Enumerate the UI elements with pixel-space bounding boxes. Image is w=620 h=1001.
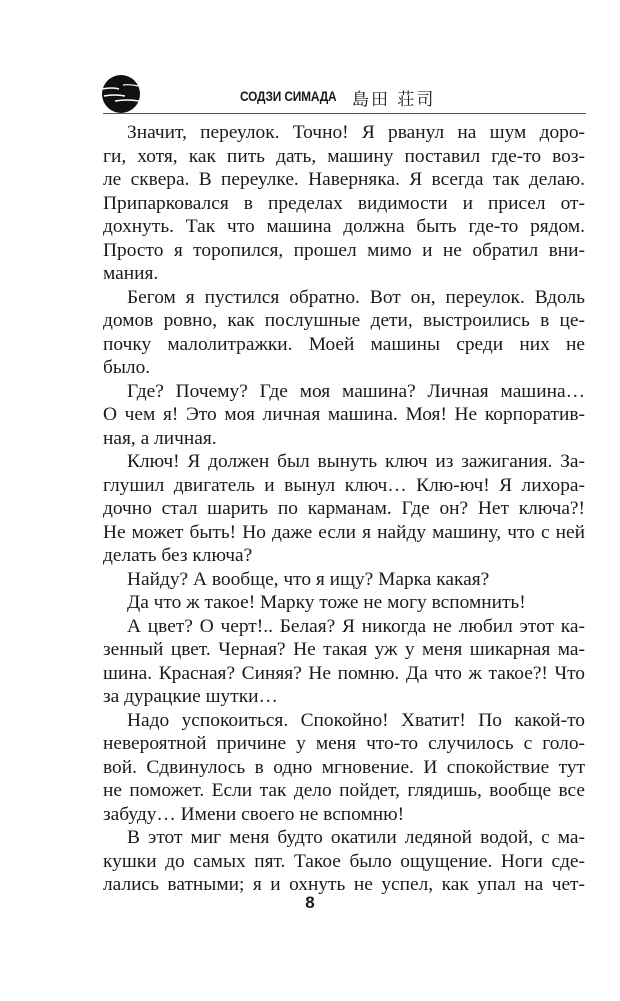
header-rule [103, 113, 586, 114]
paragraph [103, 380, 585, 451]
text-line: ги, хотя, как пить дать, машину поставил где-то воз- [103, 145, 585, 167]
text-line: почку малолитражки. Моей машины среди них не [103, 333, 585, 355]
text-line: ле сквера. В переулке. Наверняка. Я всегда так делаю. [103, 169, 585, 190]
text-line: Где? Почему? Где моя машина? Личная машина… [127, 380, 585, 402]
text-line: вой. Сдвинулось в одно мгновение. И спокойствие тут [103, 756, 585, 778]
paragraph [103, 286, 585, 380]
text-line: забуду… Имени своего не вспомню! [103, 803, 405, 825]
publisher-logo-icon [101, 74, 141, 114]
text-line: Просто я торопился, прошел мимо и не обратил вни- [103, 239, 585, 261]
paragraph [103, 450, 585, 568]
running-header-author-kanji: 島田 荘司 [352, 90, 436, 110]
text-line: О чем я! Это моя личная машина. Моя! Не корпоратив- [103, 404, 585, 425]
text-line: дочно стал шарить по карманам. Где он? Нет ключа?! [103, 498, 585, 519]
paragraph [103, 615, 585, 709]
text-line: Припарковался в пределах видимости и присел от- [103, 192, 585, 214]
text-line: Бегом я пустился обратно. Вот он, переулок. Вдоль [127, 286, 585, 308]
text-line: шина. Красная? Синяя? Не помню. Да что ж такое?! Что [103, 662, 585, 684]
text-line: кушки до самых пят. Такое было ощущение. Ноги сде- [103, 850, 585, 872]
paragraph [103, 121, 585, 286]
paragraph [103, 591, 585, 615]
text-line: Найду? А вообще, что я ищу? Марка какая? [127, 568, 490, 590]
paragraph [103, 826, 585, 897]
text-line: Да что ж такое! Марку тоже не могу вспомнить! [127, 592, 526, 613]
text-line: мания. [103, 263, 159, 284]
paragraph [103, 709, 585, 827]
text-line: лались ватными; я и охнуть не успел, как упал на чет- [103, 874, 585, 895]
text-line: домов ровно, как послушные дети, выстроились в це- [103, 310, 585, 331]
text-line: было. [103, 357, 151, 378]
text-line: Значит, переулок. Точно! Я рванул на шум доро- [127, 122, 585, 143]
text-line: Не может быть! Но даже если я найду машину, что с ней [103, 521, 585, 543]
paragraph [103, 568, 585, 592]
page-number: 8 [305, 893, 315, 912]
text-line: ная, а личная. [103, 427, 217, 449]
text-line: за дурацкие шутки… [103, 686, 278, 707]
text-line: делать без ключа? [103, 545, 253, 566]
text-line: невероятной причине у меня что-то случилось с голо- [103, 733, 585, 754]
text-line: не поможет. Если так дело пойдет, глядишь, вообще все [103, 780, 585, 801]
text-line: А цвет? О черт!.. Белая? Я никогда не любил этот ка- [127, 615, 585, 637]
text-line: Ключ! Я должен был вынуть ключ из зажигания. За- [127, 451, 585, 472]
running-header-author: СОДЗИ СИМАДА [240, 88, 337, 104]
body-text [103, 121, 585, 897]
text-line: глушил двигатель и вынул ключ… Клю-юч! Я лихора- [103, 474, 585, 496]
text-line: дохнуть. Так что машина должна быть где-то рядом. [103, 216, 585, 237]
text-line: Надо успокоиться. Спокойно! Хватит! По какой-то [127, 709, 585, 731]
text-line: В этот миг меня будто окатили ледяной водой, с ма- [127, 827, 585, 848]
text-line: зенный цвет. Черная? Не такая уж у меня шикарная ма- [103, 639, 585, 660]
